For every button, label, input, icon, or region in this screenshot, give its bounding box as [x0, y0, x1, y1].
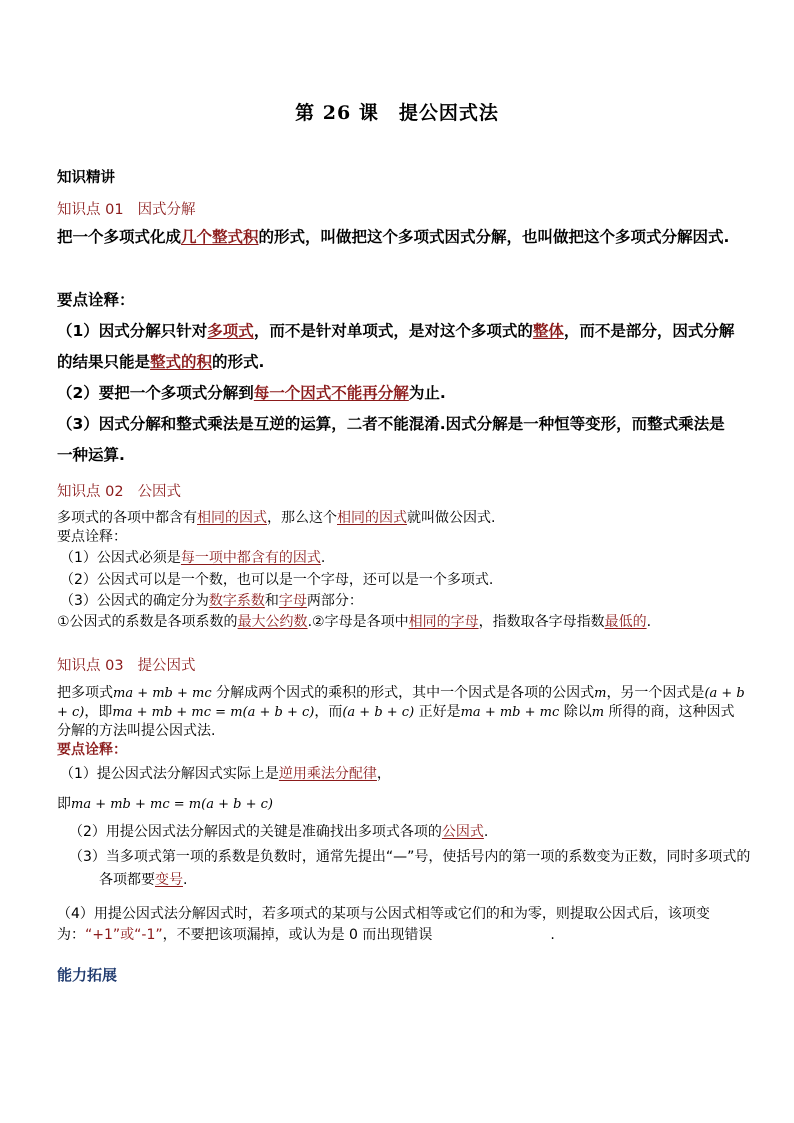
kp3-name: 提公因式 — [137, 658, 196, 674]
kp2-def-text-3: 就叫做公因式. — [407, 510, 496, 526]
kp1-note-1-keyword-1: 多项式 — [207, 322, 254, 340]
kp2-note-4 — [57, 612, 651, 633]
kp2-note-3-keyword-1: 数字系数 — [208, 593, 265, 609]
kp3-note-3-end: . — [183, 872, 188, 888]
kp2-heading — [57, 480, 181, 501]
section-heading-extension: 能力拓展 — [57, 966, 118, 984]
kp2-note-2: （2）公因式可以是一个数，也可以是一个字母，还可以是一个多项式. — [60, 572, 494, 588]
kp3-note-4-text: （4）用提公因式法分解因式时，若多项式的某项与公因式相等或它们的和为零，则提取公因式后，该项变为： — [57, 906, 710, 943]
kp2-note-1-keyword: 每一项中都含有的因式 — [180, 550, 321, 566]
kp1-def-text-end: 的形式，叫做把这个多项式因式分解，也叫做把这个多项式分解因式. — [258, 228, 730, 246]
kp1-notes-heading: 要点诠释： — [57, 291, 135, 309]
kp3-p-text-7: 除以 — [559, 704, 592, 720]
kp2-note-3-text-3: 两部分： — [306, 593, 363, 609]
kp3-note-2-end: . — [483, 824, 489, 840]
kp2-note-4-keyword-1: 最大公约数 — [237, 614, 308, 630]
kp3-p-math-3: (a + b + c) — [57, 686, 745, 720]
kp3-equation — [57, 794, 273, 815]
kp3-p-math-2: m — [594, 686, 607, 701]
kp3-note-2 — [69, 822, 488, 843]
kp1-def-text: 把一个多项式化成 — [57, 228, 182, 246]
section-heading-knowledge: 知识精讲 — [57, 170, 115, 186]
kp1-note-2-text: （2）要把一个多项式分解到 — [57, 384, 254, 402]
kp2-def-text-2: ，那么这个 — [267, 510, 337, 526]
kp3-p-text-2: 分解成两个因式的乘积的形式，其中一个因式是各项的公因式 — [211, 685, 595, 701]
kp2-note-1-end: . — [320, 550, 326, 566]
kp3-p-math-6: ma + mb + mc — [460, 705, 560, 720]
kp3-note-4-text-2: ，不要把该项漏掉，或认为是 0 而出现错误 — [162, 927, 433, 943]
kp3-note-3-text: （3）当多项式第一项的系数是负数时，通常先提出“—”号，使括号内的第一项的系数变为正数，同时多项式的各项都要 — [69, 849, 751, 888]
kp2-notes-heading: 要点诠释： — [57, 529, 127, 545]
kp3-p-text-6: 正好是 — [414, 704, 461, 720]
kp3-notes-heading: 要点诠释： — [57, 742, 127, 758]
kp3-note-1 — [60, 764, 391, 785]
kp2-def-text: 多项式的各项中都含有 — [57, 510, 197, 526]
kp3-note-4-keyword: “+1”或“-1” — [85, 927, 163, 943]
kp1-number: 知识点 01 — [57, 202, 124, 218]
kp1-note-1-text: （1）因式分解只针对 — [57, 322, 208, 340]
kp1-note-1-keyword-3: 整式的积 — [150, 353, 213, 371]
kp2-definition — [57, 509, 747, 528]
kp1-note-1-keyword-2: 整体 — [532, 322, 564, 340]
kp2-note-3-text: （3）公因式的确定分为 — [60, 593, 209, 609]
kp2-number: 知识点 02 — [57, 484, 124, 500]
kp1-note-1-text-2: ，而不是针对单项式，是对这个多项式的 — [253, 322, 533, 340]
kp3-p-math-4: ma + mb + mc = m(a + b + c) — [112, 705, 315, 720]
kp2-note-4-end: . — [646, 614, 652, 630]
kp3-note-1-end: ， — [376, 766, 391, 782]
page-title: 第 26 课 提公因式法 — [295, 102, 499, 124]
kp3-p-text-4: ，即 — [84, 704, 113, 720]
kp1-definition — [57, 222, 739, 253]
kp1-name: 因式分解 — [137, 202, 196, 218]
kp3-note-3 — [69, 846, 759, 892]
kp3-paragraph — [57, 684, 747, 741]
kp3-p-text-3: ，另一个因式是 — [606, 685, 705, 701]
kp3-note-4-end: . — [550, 927, 555, 943]
kp3-p-math-1: ma + mb + mc — [113, 686, 212, 701]
kp1-note-2 — [57, 378, 739, 409]
kp3-equation-formula: ma + mb + mc = m(a + b + c) — [71, 797, 273, 812]
kp2-note-1 — [60, 548, 325, 569]
kp1-note-2-text-end: 为止. — [408, 384, 446, 402]
kp3-p-math-5: (a + b + c) — [342, 705, 415, 720]
kp3-p-math-7: m — [591, 705, 605, 720]
kp3-note-3-keyword: 变号 — [155, 872, 183, 888]
kp2-note-1-text: （1）公因式必须是 — [60, 550, 181, 566]
kp1-note-1-text-4: 的形式. — [212, 353, 265, 371]
kp3-p-text-1: 把多项式 — [57, 685, 113, 701]
kp2-def-keyword-1: 相同的因式 — [197, 510, 267, 526]
kp2-note-3 — [60, 591, 363, 612]
kp3-equation-prefix: 即 — [57, 796, 71, 812]
kp3-note-2-text: （2）用提公因式法分解因式的关键是准确找出多项式各项的 — [69, 824, 442, 840]
kp2-def-keyword-2: 相同的因式 — [337, 510, 407, 526]
kp3-note-4 — [57, 904, 747, 946]
kp3-note-1-keyword: 逆用乘法分配律 — [278, 766, 377, 782]
kp2-note-3-keyword-2: 字母 — [278, 593, 307, 609]
kp2-note-4-text-2: .②字母是各项中 — [307, 614, 409, 630]
kp3-note-1-text: （1）提公因式法分解因式实际上是 — [60, 766, 279, 782]
kp2-name: 公因式 — [137, 484, 182, 500]
kp2-note-3-text-2: 和 — [264, 593, 279, 609]
kp2-note-4-text-3: ，指数取各字母指数 — [478, 614, 605, 630]
kp3-heading — [57, 654, 196, 675]
kp2-note-4-text: ①公因式的系数是各项系数的 — [57, 614, 238, 630]
kp1-note-3: （3）因式分解和整式乘法是互逆的运算，二者不能混淆.因式分解是一种恒等变形，而整式乘法是一种运算. — [57, 415, 725, 464]
kp3-p-text-8: 所得的商，这种因式分解的方法叫提公因式法. — [57, 704, 735, 739]
kp3-note-2-keyword: 公因式 — [441, 824, 484, 840]
kp3-p-text-5: ，而 — [314, 704, 343, 720]
kp1-heading — [57, 198, 196, 219]
kp2-note-4-keyword-2: 相同的字母 — [408, 614, 479, 630]
kp1-note-1 — [57, 316, 739, 378]
kp2-note-4-keyword-3: 最低的 — [604, 614, 647, 630]
kp3-number: 知识点 03 — [57, 658, 124, 674]
kp1-note-1-text-3: ，而不是部分，因式分解的结果只能是 — [57, 322, 735, 371]
kp1-def-keyword: 几个整式积 — [181, 228, 259, 246]
kp1-note-2-keyword: 每一个因式不能再分解 — [253, 384, 409, 402]
